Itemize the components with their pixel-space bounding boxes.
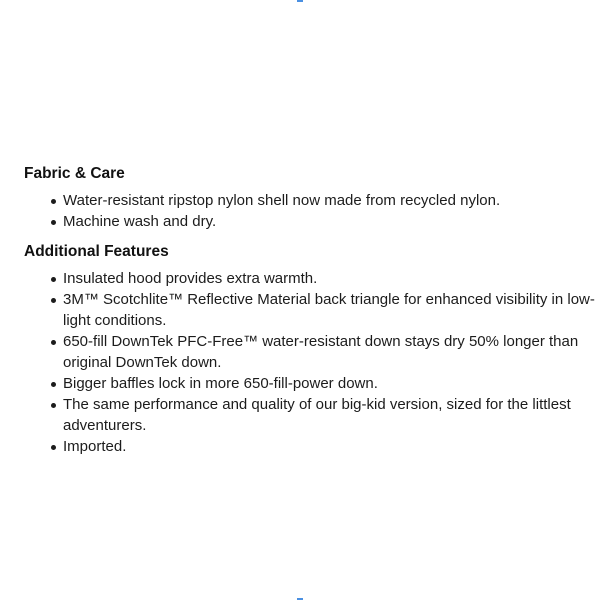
list-item: Insulated hood provides extra warmth. <box>24 268 596 289</box>
fabric-care-heading: Fabric & Care <box>24 165 125 182</box>
list-item: Bigger baffles lock in more 650-fill-power down. <box>24 373 596 394</box>
list-item: Machine wash and dry. <box>24 211 596 232</box>
product-details <box>24 164 596 457</box>
list-item: The same performance and quality of our big-kid version, sized for the littlest adventurers. <box>24 394 596 436</box>
fabric-care-list <box>24 190 596 232</box>
top-edge-marker <box>297 0 303 2</box>
list-item: Imported. <box>24 436 596 457</box>
additional-features-list <box>24 268 596 457</box>
list-item: 3M™ Scotchlite™ Reflective Material back triangle for enhanced visibility in low-light conditions. <box>24 289 596 331</box>
list-item: Water-resistant ripstop nylon shell now made from recycled nylon. <box>24 190 596 211</box>
additional-features-heading: Additional Features <box>24 243 169 260</box>
list-item: 650-fill DownTek PFC-Free™ water-resistant down stays dry 50% longer than original DownTek down. <box>24 331 596 373</box>
